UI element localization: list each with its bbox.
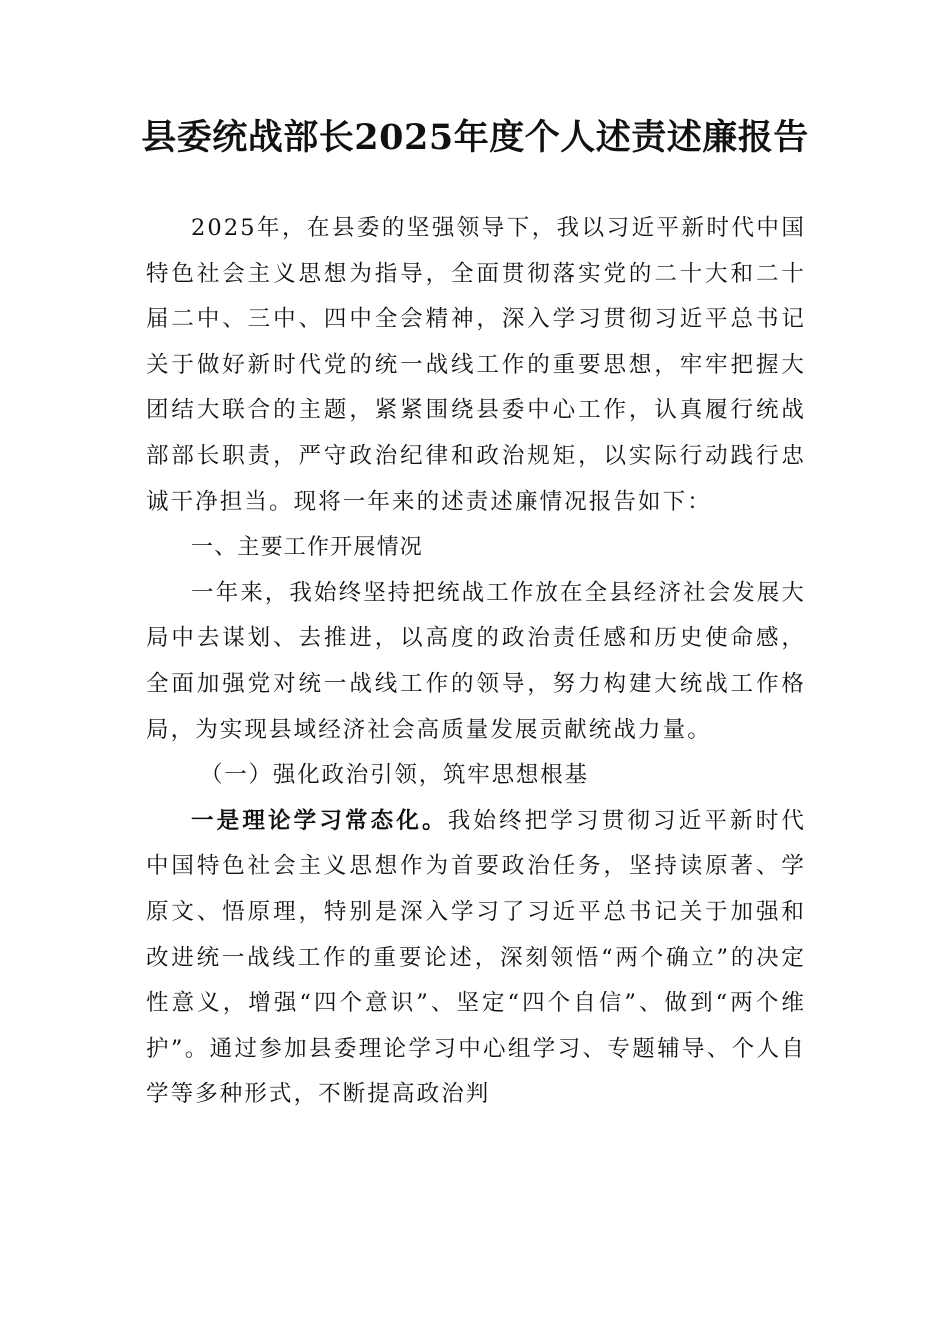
section-paragraph-overview: 一年来，我始终坚持把统战工作放在全县经济社会发展大局中去谋划、去推进，以高度的政治责任感和历史使命感，全面加强党对统一战线工作的领导，努力构建大统战工作格局，为实现县域经济社会高质量发展贡献统战力量。 [146, 579, 807, 743]
document-body [146, 206, 806, 1118]
subsection-heading-political-guidance: （一）强化政治引领，筑牢思想根基 [200, 762, 589, 789]
section-heading-main-work: 一、主要工作开展情况 [191, 535, 424, 561]
intro-paragraph: 2025年，在县委的坚强领导下，我以习近平新时代中国特色社会主义思想为指导，全面贯彻落实党的二十大和二十届二中、三中、四中全会精神，深入学习贯彻习近平总书记关于做好新时代党的统一战线工作的重要思想，牢牢把握大团结大联合的主题，紧紧围绕县委中心工作，认真履行统战部部长职责，严守政治纪律和政治规矩，以实际行动践行忠诚干净担当。现将一年来的述责述廉情况报告如下： [146, 215, 806, 515]
point-lead-text: 一是理论学习常态化。 [191, 807, 448, 834]
document-title: 县委统战部长2025年度个人述责述廉报告 [141, 117, 809, 158]
point-body-text: 我始终把学习贯彻习近平新时代中国特色社会主义思想作为首要政治任务，坚持读原著、学原文、悟原理，特别是深入学习了习近平总书记关于加强和改进统一战线工作的重要论述，深刻领悟“两个确立”的决定性意义，增强“四个意识”、坚定“四个自信”、做到“两个维护”。通过参加县委理论学习中心组学习、专题辅导、个人自学等多种形式，不断提高政治判 [146, 807, 806, 1108]
point-paragraph-theory-study [146, 799, 806, 1118]
